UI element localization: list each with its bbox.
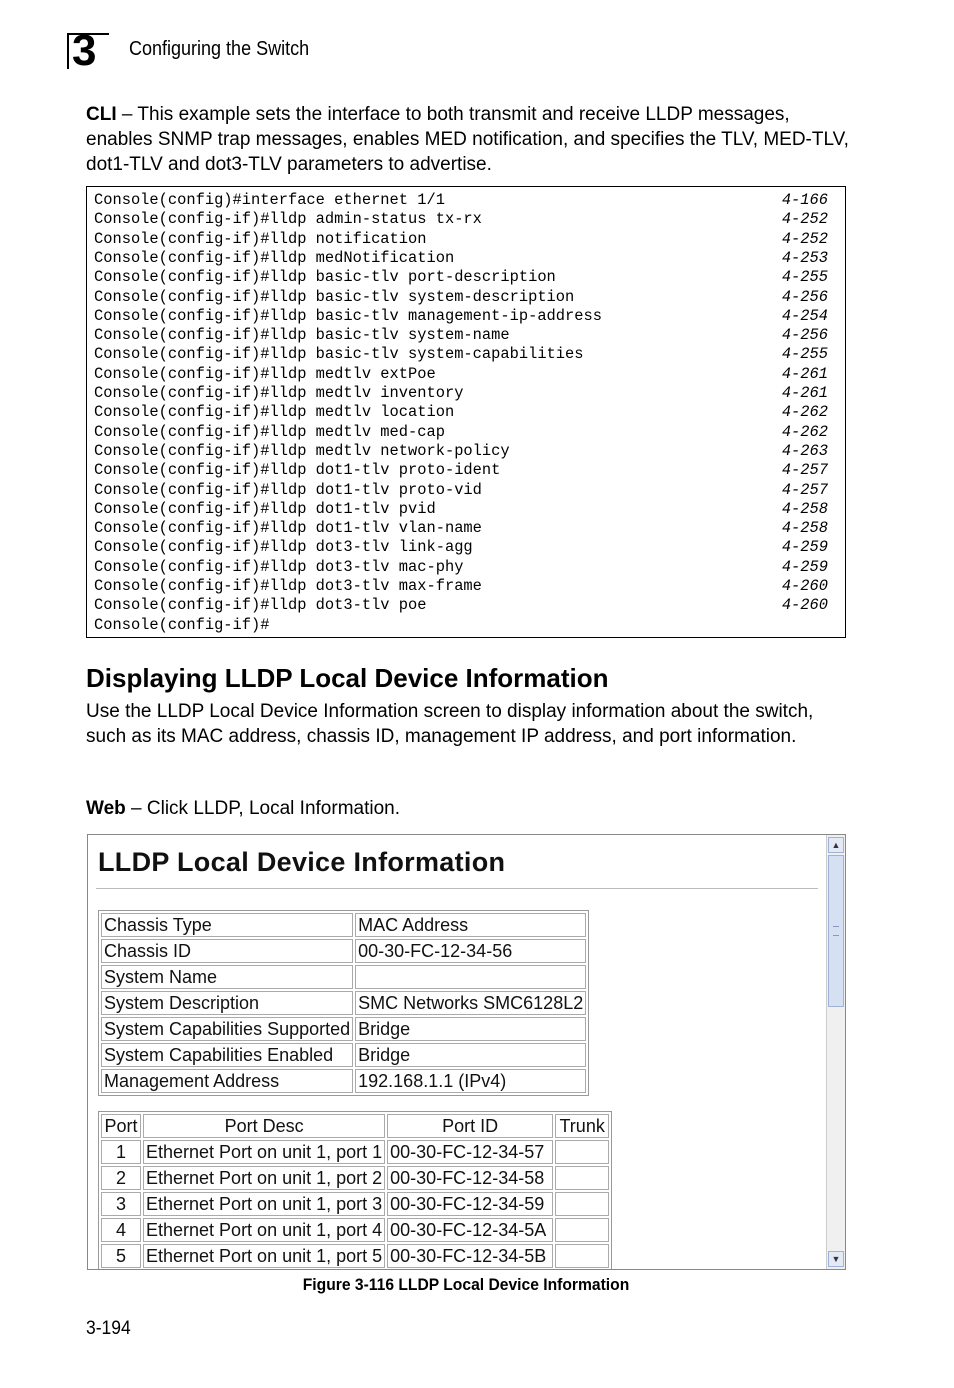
chapter-number: 3 xyxy=(72,26,97,75)
code-command: Console(config-if)#lldp dot1-tlv proto-vid xyxy=(94,480,482,499)
code-line xyxy=(94,268,838,287)
port-id: 00-30-FC-12-34-5B xyxy=(387,1244,553,1268)
code-command: Console(config-if)#lldp dot3-tlv max-frame xyxy=(94,577,482,595)
code-line xyxy=(94,403,838,422)
trunk-value xyxy=(555,1244,609,1268)
info-label: Chassis ID xyxy=(101,939,353,963)
info-label: System Capabilities Supported xyxy=(101,1017,353,1041)
info-row xyxy=(101,939,586,963)
code-line xyxy=(94,519,838,538)
code-page-ref: 4-254 xyxy=(781,306,828,325)
col-trunk: Trunk xyxy=(555,1114,609,1138)
col-port: Port xyxy=(101,1114,141,1138)
code-page-ref: 4-257 xyxy=(781,461,828,480)
code-command: Console(config-if)#lldp dot3-tlv mac-phy xyxy=(94,557,464,576)
section-heading: Displaying LLDP Local Device Information xyxy=(86,663,609,693)
arrow-up-icon[interactable]: ▲ xyxy=(828,837,844,853)
code-page-ref: 4-258 xyxy=(781,519,828,538)
code-command: Console(config-if)#lldp medtlv network-policy xyxy=(94,441,510,460)
port-number: 3 xyxy=(101,1192,141,1216)
info-label: System Description xyxy=(101,991,353,1015)
port-table xyxy=(98,1111,612,1270)
intro-paragraph xyxy=(86,102,856,177)
device-info-table xyxy=(98,910,589,1096)
section-body: Use the LLDP Local Device Information screen to display information about the switch, such as its MAC address, chassis ID, management IP address, and port information. xyxy=(86,701,814,747)
table-row xyxy=(101,1140,609,1164)
code-command: Console(config-if)#lldp dot1-tlv pvid xyxy=(94,499,436,518)
page-number: 3-194 xyxy=(86,1318,131,1339)
code-command: Console(config-if)#lldp medtlv extPoe xyxy=(94,364,436,383)
code-line xyxy=(94,616,838,635)
code-command: Console(config)#interface ethernet 1/1 xyxy=(94,191,445,209)
code-command: Console(config-if)# xyxy=(94,615,270,634)
code-command: Console(config-if)#lldp basic-tlv port-description xyxy=(94,268,556,287)
code-line xyxy=(94,423,838,442)
code-command: Console(config-if)#lldp medtlv location xyxy=(94,403,455,422)
port-desc: Ethernet Port on unit 1, port 1 xyxy=(143,1140,385,1164)
chapter-title: Configuring the Switch xyxy=(129,38,310,60)
col-port-id: Port ID xyxy=(387,1114,553,1138)
port-id: 00-30-FC-12-34-59 xyxy=(387,1192,553,1216)
code-line xyxy=(94,481,838,500)
code-page-ref: 4-261 xyxy=(781,384,828,402)
figure-caption: Figure 3-116 LLDP Local Device Information xyxy=(302,1275,630,1294)
title-divider xyxy=(96,888,818,889)
code-command: Console(config-if)#lldp basic-tlv system-capabilities xyxy=(94,345,584,364)
port-desc: Ethernet Port on unit 1, port 4 xyxy=(143,1218,385,1242)
code-command: Console(config-if)#lldp medtlv inventory xyxy=(94,384,464,402)
port-desc: Ethernet Port on unit 1, port 2 xyxy=(143,1166,385,1190)
vertical-scrollbar[interactable] xyxy=(826,835,845,1269)
code-command: Console(config-if)#lldp medtlv med-cap xyxy=(94,422,445,441)
code-line xyxy=(94,345,838,364)
port-number: 5 xyxy=(101,1244,141,1268)
info-row xyxy=(101,1069,586,1093)
info-label: System Name xyxy=(101,965,353,989)
code-page-ref: 4-263 xyxy=(781,441,828,460)
code-line xyxy=(94,249,838,268)
intro-text: – This example sets the interface to both transmit and receive LLDP messages, enables SNMP trap messages, enables MED notification, and specifies the TLV, MED-TLV, dot1-TLV and dot3-TLV parameters to advertise. xyxy=(86,104,849,175)
info-value: Bridge xyxy=(355,1043,586,1067)
info-row xyxy=(101,991,586,1015)
code-command: Console(config-if)#lldp basic-tlv system-description xyxy=(94,287,575,306)
info-label: Chassis Type xyxy=(101,913,353,937)
table-row xyxy=(101,1166,609,1190)
code-line xyxy=(94,210,838,229)
code-line xyxy=(94,558,838,577)
info-value: 192.168.1.1 (IPv4) xyxy=(355,1069,586,1093)
code-command: Console(config-if)#lldp medNotification xyxy=(94,248,455,267)
web-instruction xyxy=(86,796,856,821)
info-label: System Capabilities Enabled xyxy=(101,1043,353,1067)
code-page-ref: 4-260 xyxy=(781,596,828,615)
code-page-ref: 4-262 xyxy=(781,403,828,422)
port-id: 00-30-FC-12-34-57 xyxy=(387,1140,553,1164)
info-row xyxy=(101,1043,586,1067)
port-desc: Ethernet Port on unit 1, port 3 xyxy=(143,1192,385,1216)
table-row xyxy=(101,1192,609,1216)
code-page-ref: 4-256 xyxy=(781,326,828,345)
code-page-ref: 4-258 xyxy=(781,499,828,518)
port-id: 00-30-FC-12-34-5A xyxy=(387,1218,553,1242)
grip-icon xyxy=(833,926,839,936)
code-line xyxy=(94,538,838,557)
port-number: 1 xyxy=(101,1140,141,1164)
info-value: 00-30-FC-12-34-56 xyxy=(355,939,586,963)
trunk-value xyxy=(555,1218,609,1242)
code-page-ref: 4-259 xyxy=(781,557,828,576)
code-line xyxy=(94,191,838,210)
trunk-value xyxy=(555,1140,609,1164)
col-port-desc: Port Desc xyxy=(143,1114,385,1138)
info-row xyxy=(101,965,586,989)
code-line xyxy=(94,461,838,480)
port-table-header xyxy=(101,1114,609,1138)
info-label: Management Address xyxy=(101,1069,353,1093)
code-command: Console(config-if)#lldp basic-tlv system-name xyxy=(94,326,510,345)
code-page-ref: 4-255 xyxy=(781,345,828,364)
code-line xyxy=(94,442,838,461)
table-row xyxy=(101,1218,609,1242)
code-command: Console(config-if)#lldp dot3-tlv link-agg xyxy=(94,538,473,557)
code-page-ref: 4-253 xyxy=(781,248,828,267)
code-command: Console(config-if)#lldp dot3-tlv poe xyxy=(94,596,427,615)
code-line xyxy=(94,500,838,519)
code-line xyxy=(94,307,838,326)
code-line xyxy=(94,230,838,249)
code-command: Console(config-if)#lldp basic-tlv management-ip-address xyxy=(94,306,602,325)
cli-label: CLI xyxy=(86,104,117,125)
arrow-down-icon[interactable]: ▼ xyxy=(828,1251,844,1267)
code-page-ref: 4-260 xyxy=(781,577,828,595)
code-page-ref: 4-259 xyxy=(781,538,828,557)
trunk-value xyxy=(555,1166,609,1190)
lldp-local-screen xyxy=(87,834,846,1270)
code-command: Console(config-if)#lldp dot1-tlv proto-ident xyxy=(94,461,501,480)
scroll-thumb[interactable] xyxy=(828,855,844,1007)
info-value: MAC Address xyxy=(355,913,586,937)
code-page-ref: 4-252 xyxy=(781,229,828,248)
code-line xyxy=(94,288,838,307)
code-command: Console(config-if)#lldp dot1-tlv vlan-name xyxy=(94,519,482,538)
code-page-ref: 4-262 xyxy=(781,422,828,441)
code-line xyxy=(94,596,838,615)
code-page-ref: 4-252 xyxy=(781,210,828,229)
cli-code-block xyxy=(86,186,846,638)
port-number: 4 xyxy=(101,1218,141,1242)
port-id: 00-30-FC-12-34-58 xyxy=(387,1166,553,1190)
screen-title: LLDP Local Device Information xyxy=(98,847,506,877)
code-line xyxy=(94,365,838,384)
code-page-ref: 4-257 xyxy=(781,480,828,499)
code-line xyxy=(94,384,838,403)
code-command: Console(config-if)#lldp admin-status tx-rx xyxy=(94,210,482,229)
code-page-ref: 4-261 xyxy=(781,364,828,383)
info-value: SMC Networks SMC6128L2 xyxy=(355,991,586,1015)
web-text: – Click LLDP, Local Information. xyxy=(125,798,400,819)
info-value xyxy=(355,965,586,989)
code-command: Console(config-if)#lldp notification xyxy=(94,229,427,248)
code-line xyxy=(94,326,838,345)
trunk-value xyxy=(555,1192,609,1216)
code-page-ref: 4-255 xyxy=(781,268,828,287)
code-page-ref: 4-256 xyxy=(781,287,828,306)
info-row xyxy=(101,1017,586,1041)
info-row xyxy=(101,913,586,937)
port-number: 2 xyxy=(101,1166,141,1190)
port-desc: Ethernet Port on unit 1, port 5 xyxy=(143,1244,385,1268)
web-label: Web xyxy=(86,798,126,819)
info-value: Bridge xyxy=(355,1017,586,1041)
code-page-ref: 4-166 xyxy=(781,191,828,209)
code-line xyxy=(94,577,838,596)
table-row xyxy=(101,1244,609,1268)
